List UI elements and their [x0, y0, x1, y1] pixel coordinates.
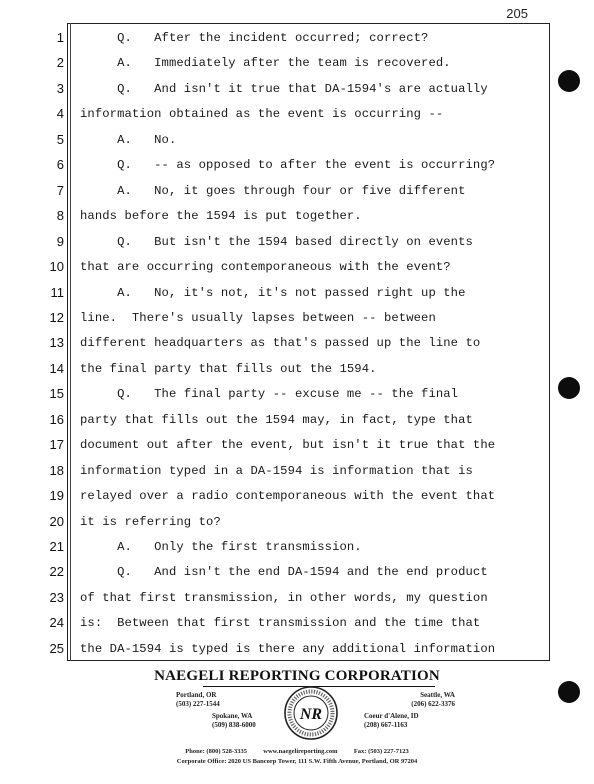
office-city: Seattle, WA [420, 691, 455, 699]
website-link[interactable]: www.naegelireporting.com [263, 748, 338, 755]
office-portland [176, 691, 220, 709]
line-number: 9 [56, 233, 64, 249]
transcript-line: information typed in a DA-1594 is information that is [80, 463, 473, 478]
transcript-line: the DA-1594 is typed is there any additional information [80, 641, 496, 656]
line-number: 1 [56, 30, 64, 45]
office-spokane [212, 712, 256, 730]
transcript-line: line. There's usually lapses between -- between [80, 310, 436, 325]
line-number: 25 [49, 640, 64, 656]
transcript-line: A. No, it goes through four or five different [80, 183, 466, 198]
line-number: 13 [49, 335, 64, 351]
transcript-line: information obtained as the event is occurring -- [80, 107, 444, 122]
transcript-line: that are occurring contemporaneous with the event? [80, 260, 451, 275]
transcript-line: different headquarters as that's passed up the line to [80, 336, 481, 351]
line-number: 10 [49, 259, 64, 275]
office-city: Spokane, WA [212, 712, 253, 720]
office-city: Coeur d'Alene, ID [364, 712, 419, 720]
transcript-line: is: Between that first transmission and the time that [80, 616, 481, 631]
transcript-line: Q. -- as opposed to after the event is occurring? [80, 158, 496, 173]
line-number: 21 [49, 539, 64, 554]
line-number: 23 [49, 589, 64, 605]
line-number: 18 [49, 462, 64, 478]
line-number: 19 [49, 488, 64, 504]
margin-rule [70, 23, 71, 661]
transcript-line: A. No. [80, 132, 177, 147]
line-number: 6 [56, 157, 64, 173]
corporate-address: Corporate Office: 2020 US Bancorp Tower, 111 S.W. Fifth Avenue, Portland, OR 97204 [176, 758, 418, 765]
line-number: 15 [49, 386, 64, 402]
line-number: 24 [49, 615, 64, 631]
office-phone: (208) 667-1163 [364, 721, 408, 729]
line-number: 12 [49, 309, 64, 325]
company-seal-logo [283, 685, 339, 741]
line-number: 7 [56, 182, 64, 198]
punch-hole [558, 70, 580, 92]
transcript-line: relayed over a radio contemporaneous with the event that [80, 489, 496, 504]
line-number: 8 [56, 208, 64, 224]
fax-number: Fax: (503) 227-7123 [353, 748, 409, 755]
office-phone: (503) 227-1544 [176, 700, 220, 708]
phone-number: Phone: (800) 528-3335 [185, 748, 248, 755]
line-number: 20 [49, 513, 64, 529]
transcript-line: of that first transmission, in other words, my question [80, 590, 488, 605]
transcript-line: A. No, it's not, it's not passed right up the [80, 285, 466, 300]
office-seattle [395, 691, 455, 709]
transcript-line: Q. But isn't the 1594 based directly on events [80, 234, 473, 249]
line-number: 17 [49, 437, 64, 453]
transcript-line: party that fills out the 1594 may, in fact, type that [80, 412, 473, 427]
transcript-line: Q. The final party -- excuse me -- the final [80, 387, 459, 402]
line-number: 3 [56, 80, 64, 96]
transcript-line: the final party that fills out the 1594. [80, 361, 377, 376]
transcript-line: Q. And isn't it true that DA-1594's are actually [80, 81, 488, 96]
transcript-line: hands before the 1594 is put together. [80, 209, 362, 224]
line-number: 5 [56, 131, 64, 147]
line-number: 11 [50, 284, 64, 300]
transcript-line: document out after the event, but isn't it true that the [80, 438, 496, 453]
page-number: 205 [506, 6, 528, 21]
transcript-line: A. Only the first transmission. [80, 540, 362, 554]
company-name: NAEGELI REPORTING CORPORATION [154, 668, 440, 684]
office-phone: (509) 838-6000 [212, 721, 256, 729]
line-number: 16 [49, 411, 64, 427]
transcript-line: Q. And isn't the end DA-1594 and the end product [80, 565, 488, 580]
line-number: 2 [56, 55, 64, 71]
transcript-line: it is referring to? [80, 514, 221, 529]
contact-line [0, 748, 594, 755]
punch-hole [558, 377, 580, 399]
line-number: 4 [56, 106, 64, 122]
office-city: Portland, OR [176, 691, 217, 699]
line-number: 14 [49, 360, 64, 376]
transcript-line: Q. After the incident occurred; correct? [80, 31, 429, 45]
line-number: 22 [49, 564, 64, 580]
office-phone: (206) 622-3376 [411, 700, 455, 708]
transcript-line: A. Immediately after the team is recovered. [80, 56, 451, 71]
seal-monogram: NR [299, 706, 323, 723]
office-coeur-d-alene [364, 712, 419, 730]
